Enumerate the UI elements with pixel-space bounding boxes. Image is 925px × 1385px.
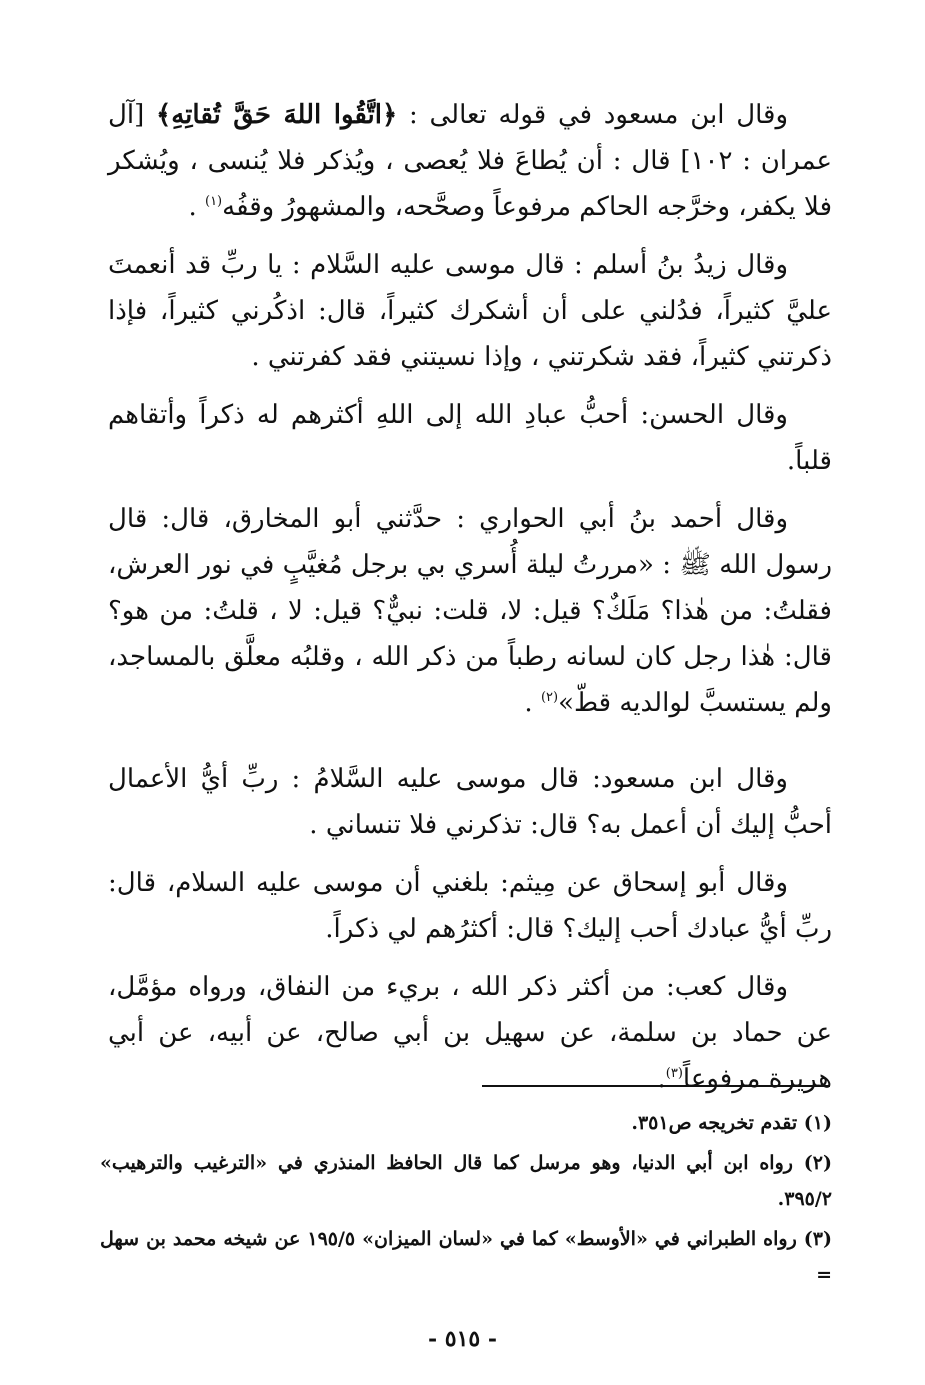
footnotes xyxy=(100,1105,832,1297)
paragraph-abu-ishaq: وقال أبو إسحاق عن مِيثم: بلغني أن موسى عليه السلام، قال: ربِّ أيُّ عبادك أحب إليك؟ قال: أكثرُهم لي ذكراً. xyxy=(108,868,832,944)
main-text xyxy=(108,92,832,1114)
paragraph-end: . xyxy=(657,1064,666,1094)
paragraph-text: [آل عمران : ١٠٢] قال : أن يُطاعَ فلا يُعصى ، ويُذكر فلا يُنسى ، ويُشكر فلا يكفر، وخرَّجه الحاكم مرفوعاً وصحَّحه، والمشهورُ وقفُه xyxy=(108,100,833,222)
footnote-1: (١) تقدم تخريجه ص٣٥١. xyxy=(631,1112,832,1134)
quran-verse: ﴿اتَّقُوا اللهَ حَقَّ تُقاتِهِ﴾ xyxy=(156,100,398,130)
paragraph-text: وقال كعب: من أكثر ذكر الله ، بريء من النفاق، ورواه مؤمَّل، عن حماد بن سلمة، عن سهيل بن أبي صالح، عن أبيه، عن أبي هريرة مرفوعاً xyxy=(108,972,832,1094)
paragraph-ahmad-ibn-abi-al-hawari xyxy=(108,496,832,726)
footnote-separator xyxy=(482,1085,830,1087)
footnote-2: (٢) رواه ابن أبي الدنيا، وهو مرسل كما قال الحافظ المنذري في «الترغيب والترهيب» ٣٩٥/٢. xyxy=(100,1152,832,1210)
footnote-marker: (٢) xyxy=(540,690,559,705)
footnote-marker: (١) xyxy=(204,194,223,209)
footnote-3: (٣) رواه الطبراني في «الأوسط» كما في «لسان الميزان» ١٩٥/٥ عن شيخه محمد بن سهل = xyxy=(100,1228,832,1286)
paragraph-text: وقال أحمد بنُ أبي الحواري : حدَّثني أبو المخارق، قال: قال رسول الله ﷺ : «مررتُ ليلة أُسري بي برجل مُغيَّبٍ في نور العرش، فقلتُ: من هٰذا؟ مَلَكٌ؟ قيل: لا، قلت: نبيٌّ؟ قيل: لا ، قلتُ: من هو؟ قال: هٰذا رجل كان لسانه رطباً من ذكر الله ، وقلبُه معلَّق بالمساجد، ولم يستسبَّ لوالديه قطّ» xyxy=(108,504,832,718)
paragraph-ibn-masud-musa: وقال ابن مسعود: قال موسى عليه السَّلامُ : ربِّ أيُّ الأعمال أحبُّ إليك أن أعمل به؟ قال: تذكرني فلا تنساني . xyxy=(108,764,832,840)
paragraph-ibn-masud-verse xyxy=(108,92,832,230)
paragraph-kab xyxy=(108,964,832,1102)
paragraph-end: . xyxy=(524,688,541,718)
footnote-marker: (٣) xyxy=(665,1066,683,1081)
page-number: - ٥١٥ - xyxy=(427,1326,498,1352)
paragraph-al-hasan: وقال الحسن: أحبُّ عبادِ الله إلى اللهِ أكثرهم له ذكراً وأتقاهم قلباً. xyxy=(108,400,832,476)
paragraph-zayd-ibn-aslam: وقال زيدُ بنُ أسلم : قال موسى عليه السَّلام : يا ربِّ قد أنعمتَ عليَّ كثيراً، فدُلني على أن أشكرك كثيراً، قال: اذكُرني كثيراً، فإذا ذكرتني كثيراً، فقد شكرتني ، وإذا نسيتني فقد كفرتني . xyxy=(108,250,832,372)
paragraph-text: وقال ابن مسعود في قوله تعالى : xyxy=(397,100,789,130)
paragraph-end: . xyxy=(188,192,205,222)
